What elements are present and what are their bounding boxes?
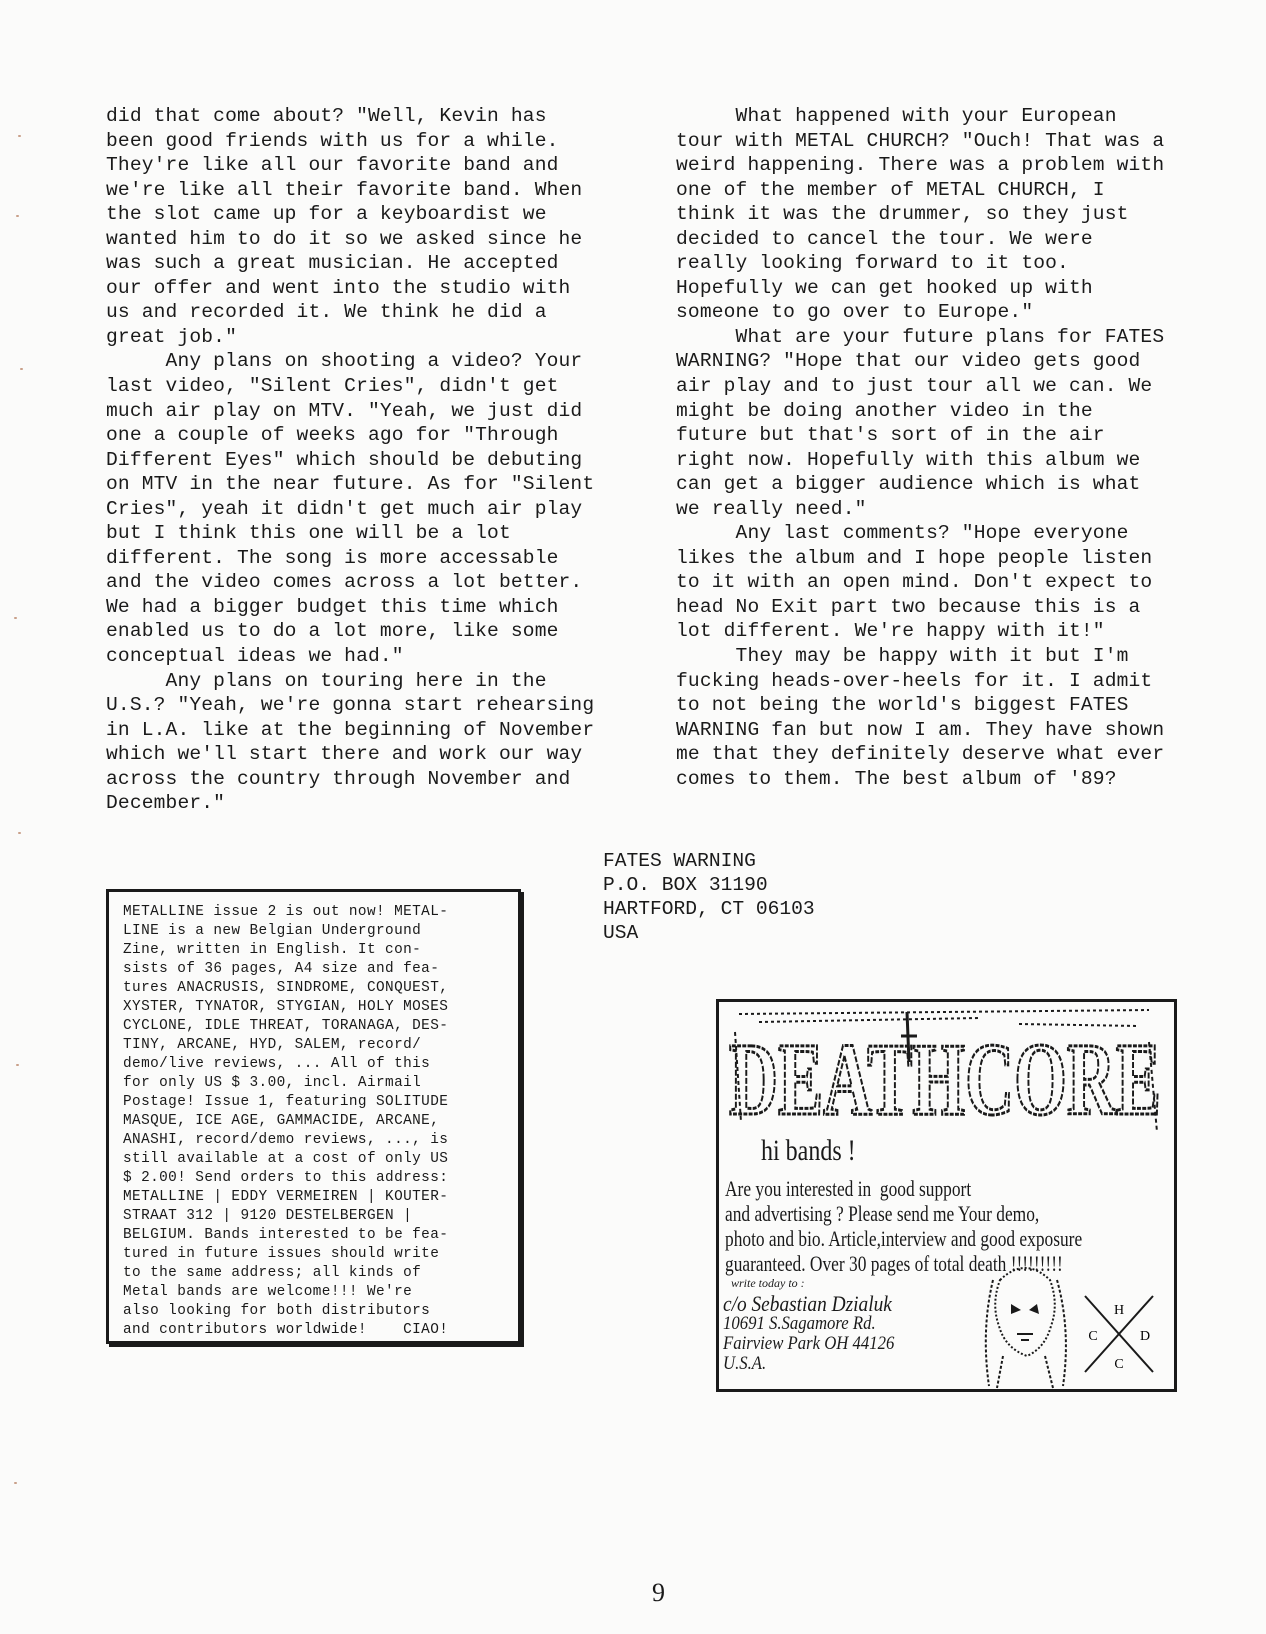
article-line: really looking forward to it too. <box>676 252 1069 275</box>
article-line: What happened with your European <box>676 105 1117 127</box>
article-line: Any plans on shooting a video? Your <box>106 350 583 373</box>
ad-body-line: photo and bio. Article,interview and good exposure <box>725 1226 1083 1251</box>
article-line: Different Eyes" which should be debuting <box>106 448 583 471</box>
ad-line: TINY, ARCANE, HYD, SALEM, record/ <box>123 1037 422 1053</box>
article-line: WARNING fan but now I am. They have shown <box>676 718 1165 741</box>
address-line: FATES WARNING <box>603 850 756 872</box>
article-line: WARNING? "Hope that our video gets good <box>676 350 1141 373</box>
article-line: last video, "Silent Cries", didn't get <box>106 375 559 398</box>
ad-contact-address <box>723 1291 895 1374</box>
emblem-letter: C <box>1088 1329 1098 1344</box>
article-line: tour with METAL CHURCH? "Ouch! That was a <box>676 129 1165 152</box>
page-number: 9 <box>652 1578 665 1607</box>
article-line: but I think this one will be a lot <box>106 522 511 545</box>
ad-line: XYSTER, TYNATOR, STYGIAN, HOLY MOSES <box>123 999 449 1015</box>
scan-speck <box>18 135 21 137</box>
article-line: air play and to just tour all we can. We <box>676 375 1153 398</box>
article-line: one a couple of weeks ago for "Through <box>106 424 559 447</box>
article-line: head No Exit part two because this is a <box>676 595 1141 618</box>
article-line: to it with an open mind. Don't expect to <box>676 571 1153 594</box>
article-line: They're like all our favorite band and <box>106 154 559 177</box>
article-line: us and recorded it. We think he did a <box>106 301 547 324</box>
article-line: They may be happy with it but I'm <box>676 645 1129 668</box>
article-line: different. The song is more accessable <box>106 546 559 569</box>
article-line: on MTV in the near future. As for "Silent <box>106 473 595 496</box>
article-line: lot different. We're happy with it!" <box>676 620 1105 643</box>
deathcore-logo <box>719 1002 1174 1142</box>
article-line: we're like all their favorite band. When <box>106 178 583 201</box>
article-line: future but that's sort of in the air <box>676 424 1105 447</box>
ad-line: and contributors worldwide! CIAO! <box>123 1322 449 1338</box>
article-line: we really need." <box>676 497 867 520</box>
emblem-letter: D <box>1139 1329 1151 1344</box>
article-line: We had a bigger budget this time which <box>106 595 559 618</box>
article-line: the slot came up for a keyboardist we <box>106 203 547 226</box>
article-line: across the country through November and <box>106 767 571 790</box>
ad-line: STRAAT 312 | 9120 DESTELBERGEN | <box>123 1208 413 1224</box>
ad-line: CYCLONE, IDLE THREAT, TORANAGA, DES- <box>123 1018 449 1034</box>
article-line: great job." <box>106 325 237 348</box>
metalline-zine-ad <box>106 889 521 1344</box>
ad-line: BELGIUM. Bands interested to be fea- <box>123 1227 449 1243</box>
skull-sketch-icon <box>975 1260 1075 1390</box>
article-line: weird happening. There was a problem with <box>676 154 1165 177</box>
article-line: fucking heads-over-heels for it. I admit <box>676 669 1153 692</box>
scan-speck <box>20 368 23 370</box>
article-line: Cries", yeah it didn't get much air play <box>106 497 583 520</box>
ad-body-text <box>725 1176 1167 1276</box>
article-line: our offer and went into the studio with <box>106 276 571 299</box>
article-line: might be doing another video in the <box>676 399 1093 422</box>
article-line: Any plans on touring here in the <box>106 669 547 692</box>
band-mailing-address <box>603 849 815 945</box>
emblem-letter: H <box>1113 1303 1125 1318</box>
contact-line: U.S.A. <box>723 1353 767 1374</box>
address-line: P.O. BOX 31190 <box>603 874 768 896</box>
emblem-letter: C <box>1114 1357 1124 1372</box>
article-left-column <box>106 104 594 816</box>
ad-line: METALLINE | EDDY VERMEIREN | KOUTER- <box>123 1189 449 1205</box>
scan-speck <box>16 1064 19 1066</box>
scan-speck <box>16 215 19 217</box>
write-today-note: write today to : <box>731 1276 805 1290</box>
article-line: Any last comments? "Hope everyone <box>676 522 1129 545</box>
ad-line: $ 2.00! Send orders to this address: <box>123 1170 449 1186</box>
ad-line: MASQUE, ICE AGE, GAMMACIDE, ARCANE, <box>123 1113 440 1129</box>
article-line: What are your future plans for FATES <box>676 325 1165 348</box>
address-line: USA <box>603 922 639 944</box>
article-line: one of the member of METAL CHURCH, I <box>676 178 1105 201</box>
ad-line: demo/live reviews, ... All of this <box>123 1056 431 1072</box>
article-line: much air play on MTV. "Yeah, we just did <box>106 399 583 422</box>
article-line: and the video comes across a lot better. <box>106 571 583 594</box>
article-line: U.S.? "Yeah, we're gonna start rehearsing <box>106 694 595 717</box>
article-line: Hopefully we can get hooked up with <box>676 276 1093 299</box>
article-line: me that they definitely deserve what ever <box>676 743 1165 766</box>
ad-greeting: hi bands ! <box>761 1134 856 1167</box>
ad-line: sists of 36 pages, A4 size and fea- <box>123 961 440 977</box>
ad-line: Zine, written in English. It con- <box>123 942 422 958</box>
contact-line: Fairview Park OH 44126 <box>723 1333 895 1354</box>
article-line: conceptual ideas we had." <box>106 645 404 668</box>
article-line: can get a bigger audience which is what <box>676 473 1141 496</box>
deathcore-logo-lettering: DEATHCORE <box>729 1022 1161 1137</box>
article-line: wanted him to do it so we asked since he <box>106 227 583 250</box>
scan-speck <box>14 1482 17 1484</box>
article-line: which we'll start there and work our way <box>106 743 583 766</box>
article-line: did that come about? "Well, Kevin has <box>106 105 547 127</box>
ad-body-line: Are you interested in good support <box>725 1176 972 1201</box>
ad-body-line: and advertising ? Please send me Your demo, <box>725 1201 1040 1226</box>
ad-line: still available at a cost of only US <box>123 1151 449 1167</box>
article-line: enabled us to do a lot more, like some <box>106 620 559 643</box>
ad-line: LINE is a new Belgian Underground <box>123 923 422 939</box>
ad-line: ANASHI, record/demo reviews, ..., is <box>123 1132 449 1148</box>
ad-line: also looking for both distributors <box>123 1303 431 1319</box>
ad-line: METALLINE issue 2 is out now! METAL- <box>123 904 449 920</box>
ad-line: Metal bands are welcome!!! We're <box>123 1284 413 1300</box>
scan-speck <box>18 832 21 834</box>
ad-line: tures ANACRUSIS, SINDROME, CONQUEST, <box>123 980 449 996</box>
address-line: HARTFORD, CT 06103 <box>603 898 815 920</box>
deathcore-zine-ad <box>716 999 1177 1392</box>
article-line: likes the album and I hope people listen <box>676 546 1153 569</box>
article-right-column <box>676 104 1164 791</box>
scan-speck <box>14 617 17 619</box>
article-line: right now. Hopefully with this album we <box>676 448 1141 471</box>
ad-line: to the same address; all kinds of <box>123 1265 422 1281</box>
ad-line: tured in future issues should write <box>123 1246 440 1262</box>
article-line: December." <box>106 792 226 815</box>
contact-line: 10691 S.Sagamore Rd. <box>723 1313 876 1334</box>
article-line: to not being the world's biggest FATES <box>676 694 1129 717</box>
article-line: was such a great musician. He accepted <box>106 252 559 275</box>
article-line: decided to cancel the tour. We were <box>676 227 1093 250</box>
ad-line: Postage! Issue 1, featuring SOLITUDE <box>123 1094 449 1110</box>
article-line: in L.A. like at the beginning of November <box>106 718 595 741</box>
article-line: think it was the drummer, so they just <box>676 203 1129 226</box>
ad-body-line: guaranteed. Over 30 pages of total death !!!!!!!!! <box>725 1251 1063 1276</box>
hcdc-emblem-icon <box>1081 1292 1157 1376</box>
article-line: been good friends with us for a while. <box>106 129 559 152</box>
article-line: comes to them. The best album of '89? <box>676 767 1117 790</box>
article-line: someone to go over to Europe." <box>676 301 1034 324</box>
contact-name: c/o Sebastian Dzialuk <box>723 1291 892 1316</box>
ad-line: for only US $ 3.00, incl. Airmail <box>123 1075 422 1091</box>
